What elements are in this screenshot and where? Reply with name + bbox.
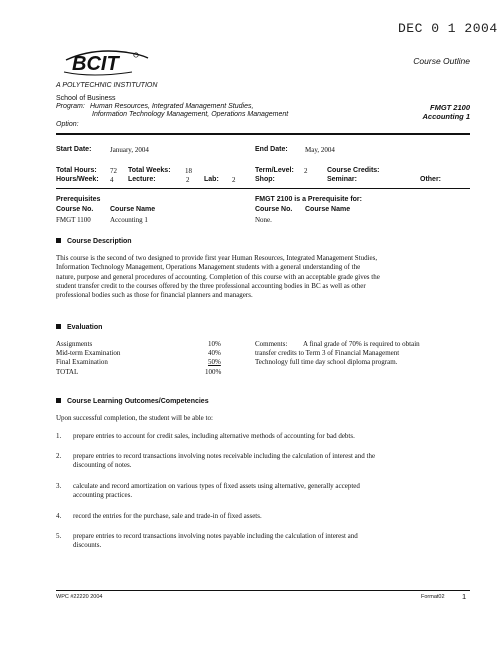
course-description-text — [56, 254, 470, 300]
item-line: accounting practices. — [73, 491, 133, 500]
header-divider — [56, 133, 470, 135]
prereq-for-col-course-no: Course No. — [255, 206, 293, 213]
footer-doc-id: WPC #22220 2004 — [56, 594, 103, 600]
course-description-heading: Course Description — [56, 238, 132, 245]
item-line: discounts. — [73, 541, 102, 550]
total-weeks-value: 18 — [185, 167, 192, 175]
total-hours-label: Total Hours: — [56, 167, 97, 174]
other-label: Other: — [420, 176, 441, 183]
prereq-course-name: Accounting 1 — [110, 216, 148, 224]
item-line: discounting of notes. — [73, 461, 132, 470]
program-label: Program: — [56, 103, 85, 110]
eval-label-assignments: Assignments — [56, 340, 93, 348]
end-date-label: End Date: — [255, 146, 288, 153]
school-name: School of Business — [56, 95, 116, 102]
item-line: prepare entries to record transactions involving notes payable including the calculation of interest and — [73, 532, 358, 540]
page-number: 1 — [462, 592, 467, 601]
item-line: record the entries for the purchase, sale and trade-in of fixed assets. — [73, 512, 262, 520]
bullet-square-icon — [56, 398, 61, 403]
eval-total-label: TOTAL — [56, 368, 79, 376]
item-line: calculate and record amortization on various types of fixed assets using alternative, generally accepted — [73, 482, 360, 490]
option-label: Option: — [56, 121, 79, 128]
start-date-label: Start Date: — [56, 146, 92, 153]
eval-comment-line: A final grade of 70% is required to obtain — [303, 340, 420, 348]
end-date-value: May, 2004 — [305, 146, 335, 154]
item-number: 4. — [56, 512, 62, 520]
hours-divider — [56, 188, 470, 189]
prerequisites-heading: Prerequisites — [56, 196, 101, 203]
item-line: prepare entries to record transactions involving notes receivable including the calculation of interest and the — [73, 452, 376, 460]
seminar-label: Seminar: — [327, 176, 357, 183]
eval-value-assignments: 10% — [208, 340, 221, 348]
item-line: prepare entries to account for credit sales, including alternative methods of accounting for bad debts. — [73, 432, 355, 440]
course-code: FMGT 2100 — [429, 103, 470, 112]
prereq-col-course-name: Course Name — [110, 206, 156, 213]
learning-outcomes-heading: Course Learning Outcomes/Competencies — [56, 398, 209, 405]
prereq-for-col-course-name: Course Name — [305, 206, 351, 213]
prereq-course-no: FMGT 1100 — [56, 216, 91, 224]
lecture-label: Lecture: — [128, 176, 156, 183]
eval-comments-label: Comments: — [255, 340, 288, 348]
item-number: 2. — [56, 452, 62, 460]
total-weeks-label: Total Weeks: — [128, 167, 171, 174]
lecture-value: 2 — [186, 176, 190, 184]
start-date-value: January, 2004 — [110, 146, 149, 154]
eval-value-final: 50% — [208, 358, 221, 366]
eval-label-midterm: Mid-term Examination — [56, 349, 121, 357]
footer-format: Format02 — [421, 594, 445, 600]
outcomes-intro: Upon successful completion, the student will be able to: — [56, 414, 213, 422]
item-number: 1. — [56, 432, 62, 440]
item-number: 3. — [56, 482, 62, 490]
prerequisite-for-heading: FMGT 2100 is a Prerequisite for: — [255, 196, 362, 203]
eval-value-midterm: 40% — [208, 349, 221, 357]
logo-wordmark: BCIT — [72, 53, 119, 75]
eval-label-final: Final Examination — [56, 358, 108, 366]
bcit-logo — [62, 44, 152, 82]
logo-tagline: A POLYTECHNIC INSTITUTION — [56, 82, 158, 89]
document-title: Course Outline — [413, 56, 470, 66]
hours-week-value: 4 — [110, 176, 114, 184]
description-line: professional bodies such as those for financial planners and managers. — [56, 291, 253, 300]
lab-value: 2 — [232, 176, 236, 184]
footer-divider — [56, 590, 470, 591]
term-level-label: Term/Level: — [255, 167, 294, 174]
eval-comment-line: transfer credits to Term 3 of Financial Management — [255, 349, 400, 357]
description-line: nature, purpose and general procedures of accounting. Completion of this course with an acceptable grade gives the — [56, 272, 380, 281]
eval-total-value: 100% — [205, 368, 222, 376]
program-line-1: Human Resources, Integrated Management Studies, — [90, 103, 254, 110]
description-line: student transfer credit to the courses offered by the three professional accounting bodies in BC as well as other — [56, 281, 366, 290]
bullet-square-icon — [56, 238, 61, 243]
term-level-value: 2 — [304, 167, 308, 175]
bullet-square-icon — [56, 324, 61, 329]
prereq-for-value: None. — [255, 216, 272, 224]
total-hours-value: 72 — [110, 167, 117, 175]
course-credits-label: Course Credits: — [327, 167, 380, 174]
lab-label: Lab: — [204, 176, 219, 183]
description-line: This course is the second of two designed to provide first year Human Resources, Integrated Management Studies, — [56, 254, 378, 262]
hours-week-label: Hours/Week: — [56, 176, 99, 183]
item-number: 5. — [56, 532, 62, 540]
course-name: Accounting 1 — [422, 112, 470, 121]
program-line-2: Information Technology Management, Operations Management — [92, 111, 289, 118]
evaluation-heading: Evaluation — [56, 324, 102, 331]
description-line: Information Technology Management, Operations Management students with a general understanding of the — [56, 263, 361, 272]
eval-comment-line: Technology full time day school diploma program. — [255, 358, 398, 366]
shop-label: Shop: — [255, 176, 275, 183]
received-date-stamp: DEC 0 1 2004 — [398, 21, 498, 36]
prereq-col-course-no: Course No. — [56, 206, 94, 213]
